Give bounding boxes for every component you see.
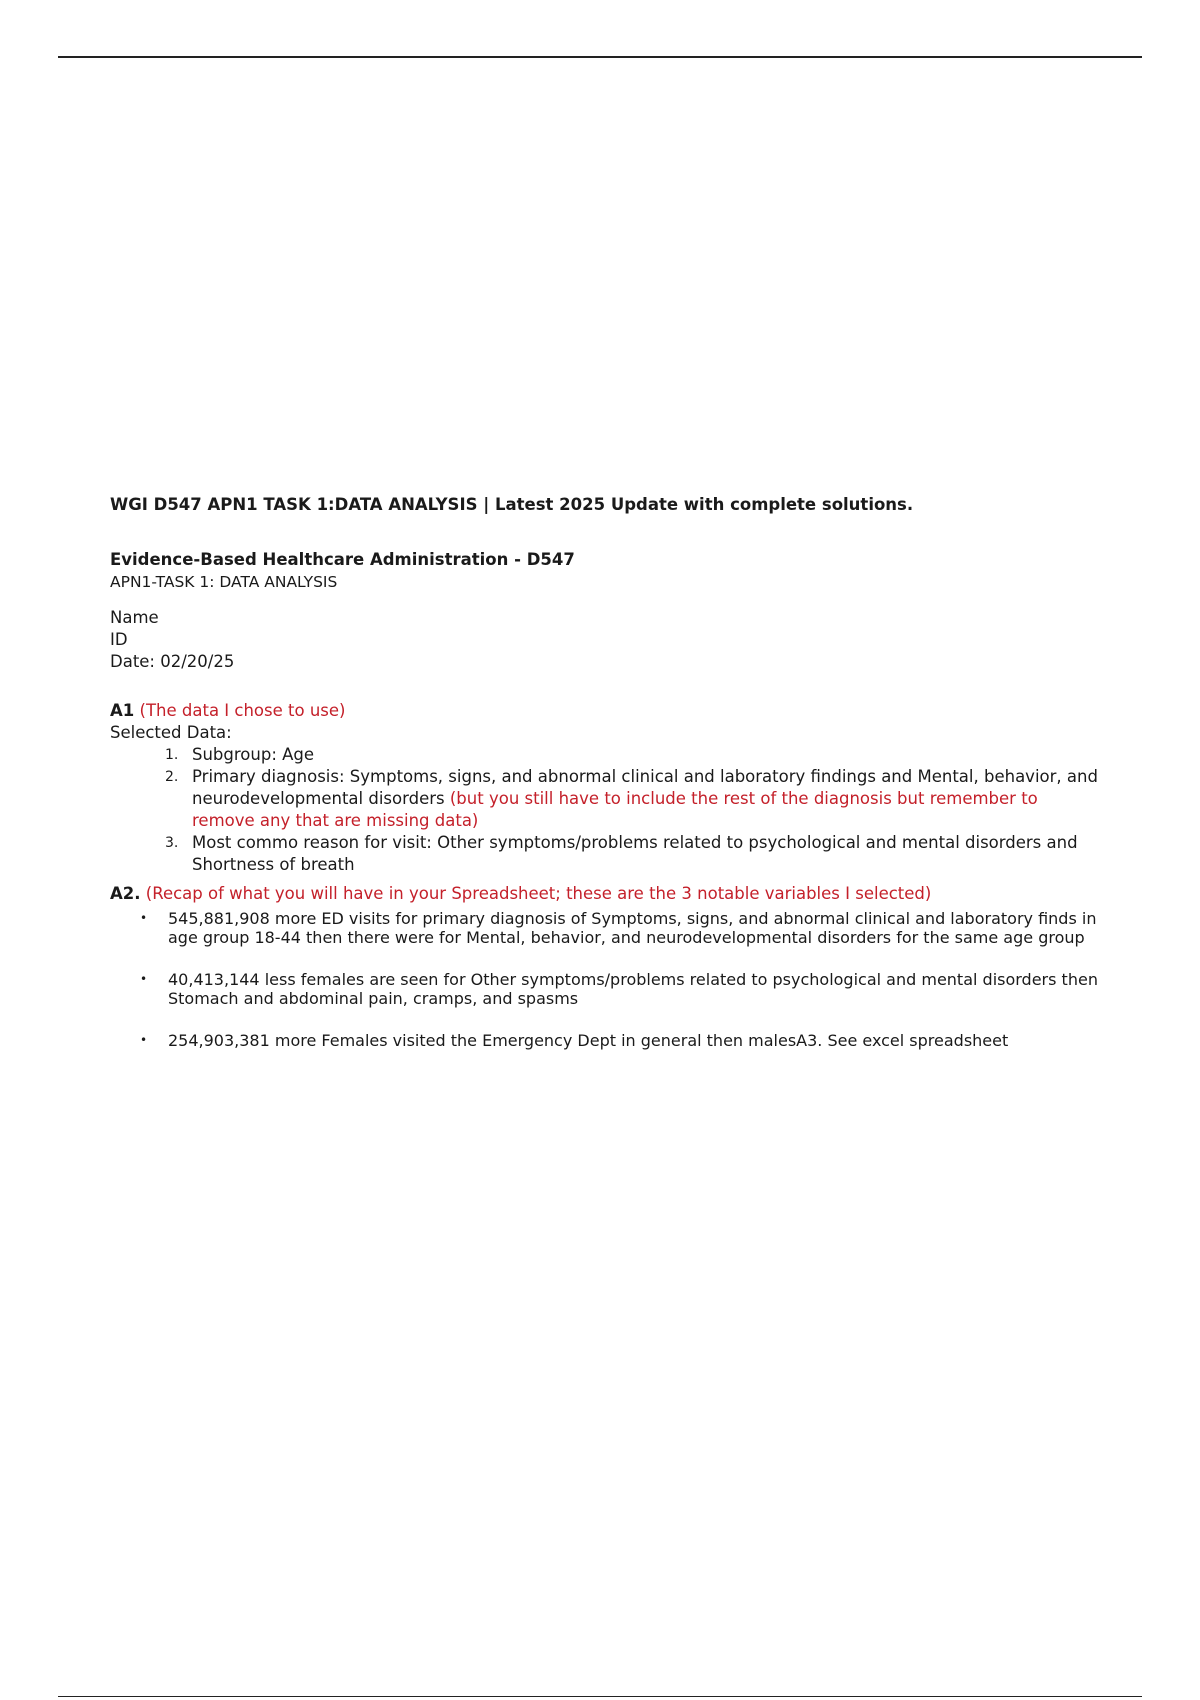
section-a2-note: (Recap of what you will have in your Spreadsheet; these are the 3 notable variables I selected) bbox=[145, 884, 932, 903]
list-item bbox=[110, 744, 1100, 766]
id-label: ID bbox=[110, 630, 128, 649]
list-item bbox=[110, 766, 1100, 832]
section-a1-heading bbox=[110, 700, 1100, 722]
document-title: WGI D547 APN1 TASK 1:DATA ANALYSIS | Latest 2025 Update with complete solutions. bbox=[110, 495, 914, 514]
top-rule bbox=[58, 56, 1142, 58]
selected-data-label: Selected Data: bbox=[110, 723, 232, 742]
list-item-number: 3. bbox=[165, 835, 179, 851]
bullet-icon: • bbox=[140, 911, 148, 925]
section-a1-note: (The data I chose to use) bbox=[139, 701, 346, 720]
section-a1-label: A1 bbox=[110, 701, 135, 720]
bullet-icon: • bbox=[140, 972, 148, 986]
task-subtitle: APN1-TASK 1: DATA ANALYSIS bbox=[110, 573, 338, 591]
list-item-text: Subgroup: Age bbox=[192, 745, 315, 764]
section-a2-label: A2. bbox=[110, 884, 141, 903]
finding-item bbox=[110, 970, 1100, 1008]
selected-data-list bbox=[110, 744, 1100, 876]
list-item-note: (but you still have to include the rest of the diagnosis but remember to remove any that are missing data) bbox=[192, 789, 1038, 830]
course-title: Evidence-Based Healthcare Administration - D547 bbox=[110, 550, 575, 569]
a3-reference: A3. See excel spreadsheet bbox=[796, 1031, 1009, 1050]
date-line: Date: 02/20/25 bbox=[110, 652, 235, 671]
finding-text: 254,903,381 more Females visited the Emergency Dept in general then males bbox=[168, 1031, 797, 1050]
findings-list bbox=[110, 909, 1100, 1050]
list-item bbox=[110, 832, 1100, 876]
finding-text: 545,881,908 more ED visits for primary diagnosis of Symptoms, signs, and abnormal clinical and laboratory finds in age group 18-44 then there were for Mental, behavior, and neurodevelopmental disorders for the same age group bbox=[168, 909, 1097, 947]
finding-item bbox=[110, 1031, 1100, 1050]
list-item-number: 2. bbox=[165, 769, 179, 785]
section-a2-heading bbox=[110, 883, 1100, 905]
bottom-rule bbox=[58, 1696, 1142, 1697]
finding-item bbox=[110, 909, 1100, 947]
finding-text: 40,413,144 less females are seen for Other symptoms/problems related to psychological and mental disorders then Stomach and abdominal pain, cramps, and spasms bbox=[168, 970, 1098, 1008]
list-item-text: Primary diagnosis: Symptoms, signs, and abnormal clinical and laboratory findings and Mental, behavior, and neurodevelopmental disorders bbox=[192, 767, 1098, 808]
list-item-text: Most commo reason for visit: Other symptoms/problems related to psychological and mental disorders and Shortness of breath bbox=[192, 833, 1078, 874]
name-label: Name bbox=[110, 608, 159, 627]
document-body bbox=[110, 494, 1100, 1073]
list-item-number: 1. bbox=[165, 747, 179, 763]
bullet-icon: • bbox=[140, 1033, 148, 1047]
